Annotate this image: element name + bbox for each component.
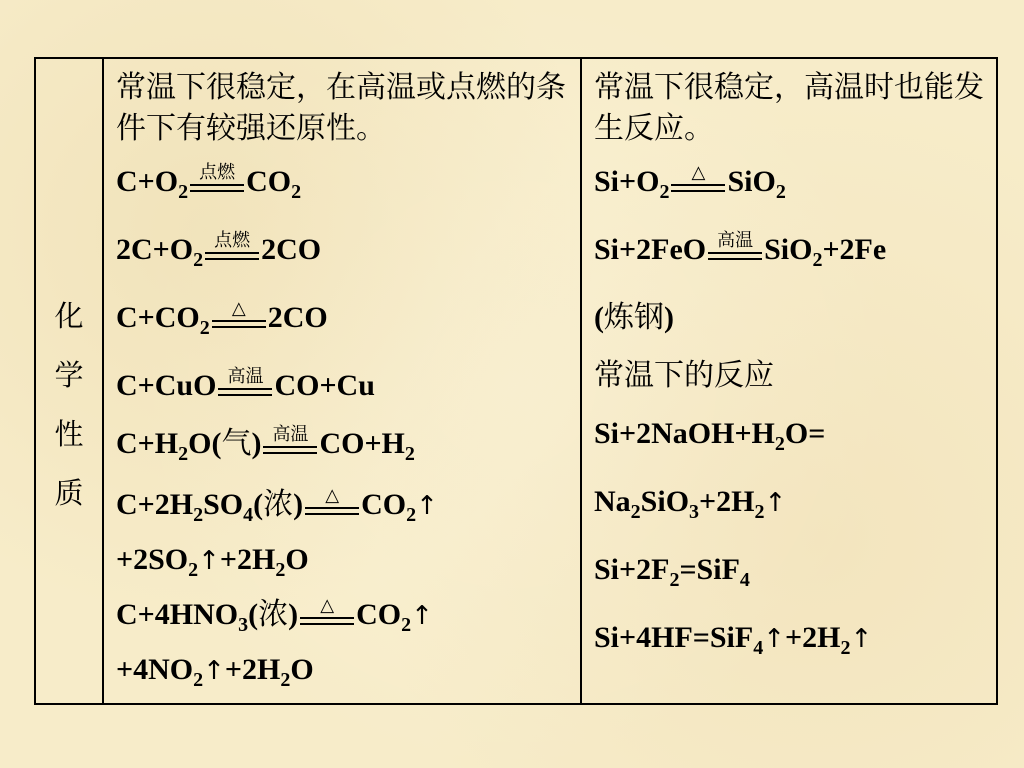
subscript: 2 xyxy=(199,317,210,339)
silicon-eq-5: $Si+4HF=SiF_4↑+2H_2↑$ xyxy=(594,621,873,659)
silicon-eq-1: $Si+O_2$ △ SiO$_2$ xyxy=(594,161,786,203)
subscript: 2 xyxy=(774,433,785,455)
subscript: 2 xyxy=(193,504,204,526)
carbon-eq-5: $C+H_2O$(气) 高温 $CO+H_2$ xyxy=(116,423,415,465)
carbon-intro: 常温下很稳定，在高温或点燃的条件下有较强还原性。 xyxy=(116,70,566,146)
row-label xyxy=(36,287,102,523)
carbon-eq-7-cont: $+4NO_2↑+2H_2O$ xyxy=(116,653,314,691)
subscript: 3 xyxy=(238,614,249,636)
subscript: 2 xyxy=(659,181,670,203)
condition-mark: △ xyxy=(212,300,266,328)
subscript: 2 xyxy=(291,181,302,203)
silicon-eq-2-note: (炼钢) xyxy=(594,300,674,335)
gas-arrow-icon: ↑ xyxy=(416,491,438,521)
subscript: 2 xyxy=(178,443,189,465)
condition-mark: 高温 xyxy=(263,426,317,454)
carbon-eq-2: $2C+O_2$ 点燃 2CO xyxy=(116,229,322,271)
condition-mark: 高温 xyxy=(708,232,762,260)
subscript: 2 xyxy=(406,504,417,526)
label-char: 质 xyxy=(54,476,84,510)
subscript: 4 xyxy=(739,569,750,591)
condition-mark: 点燃 xyxy=(190,164,244,192)
subscript: 2 xyxy=(669,569,680,591)
label-char: 学 xyxy=(54,358,84,392)
subscript: 2 xyxy=(188,559,199,581)
silicon-eq-3-cont: $Na_2SiO_3+2H_2↑$ xyxy=(594,485,787,523)
condition-mark: 高温 xyxy=(218,368,272,396)
silicon-eq-4: $Si+2F_2=SiF_4$ xyxy=(594,553,750,591)
silicon-cell xyxy=(582,59,996,703)
subscript: 2 xyxy=(275,559,286,581)
carbon-eq-6-cont: $+2SO_2↑+2H_2O$ xyxy=(116,543,309,581)
subscript: 2 xyxy=(754,501,765,523)
subscript: 2 xyxy=(280,669,291,691)
carbon-eq-6: $C+2H_2SO_4$(浓) △ $CO_2↑$ xyxy=(116,484,438,526)
gas-arrow-icon: ↑ xyxy=(411,601,433,631)
silicon-intro: 常温下很稳定，高温时也能发生反应。 xyxy=(594,70,984,146)
row-label-cell xyxy=(36,59,104,703)
subscript: 2 xyxy=(178,181,189,203)
carbon-eq-1: $C+O_2$ 点燃 $CO_2$ xyxy=(116,161,302,203)
label-char: 化 xyxy=(54,299,84,333)
label-char: 性 xyxy=(54,417,84,451)
subscript: 2 xyxy=(775,181,786,203)
carbon-eq-3: $C+CO_2$ △ 2CO xyxy=(116,297,328,339)
gas-arrow-icon: ↑ xyxy=(763,624,786,654)
gas-arrow-icon: ↑ xyxy=(850,624,873,654)
condition-mark: △ xyxy=(671,164,725,192)
carbon-eq-7: $C+4HNO_3$(浓) △ $CO_2↑$ xyxy=(116,594,433,636)
properties-table xyxy=(34,57,998,705)
subscript: 3 xyxy=(689,501,700,523)
silicon-eq-2: Si+2FeO 高温 SiO$_2$+2Fe xyxy=(594,229,887,271)
carbon-cell xyxy=(104,59,582,703)
subscript: 2 xyxy=(630,501,641,523)
gas-arrow-icon: ↑ xyxy=(203,656,225,686)
gas-arrow-icon: ↑ xyxy=(764,488,787,518)
condition-mark: △ xyxy=(305,487,359,515)
carbon-eq-4: C+CuO 高温 CO+Cu xyxy=(116,365,375,402)
room-temp-heading: 常温下的反应 xyxy=(594,358,774,393)
subscript: 2 xyxy=(193,249,204,271)
condition-mark: 点燃 xyxy=(205,232,259,260)
subscript: 2 xyxy=(193,669,204,691)
condition-mark: △ xyxy=(300,597,354,625)
subscript: 2 xyxy=(404,443,415,465)
subscript: 4 xyxy=(753,637,764,659)
subscript: 2 xyxy=(812,249,823,271)
subscript: 2 xyxy=(401,614,412,636)
silicon-eq-3: $Si+2NaOH+H_2O=$ xyxy=(594,417,826,455)
gas-arrow-icon: ↑ xyxy=(198,546,220,576)
subscript: 2 xyxy=(840,637,851,659)
subscript: 4 xyxy=(243,504,254,526)
